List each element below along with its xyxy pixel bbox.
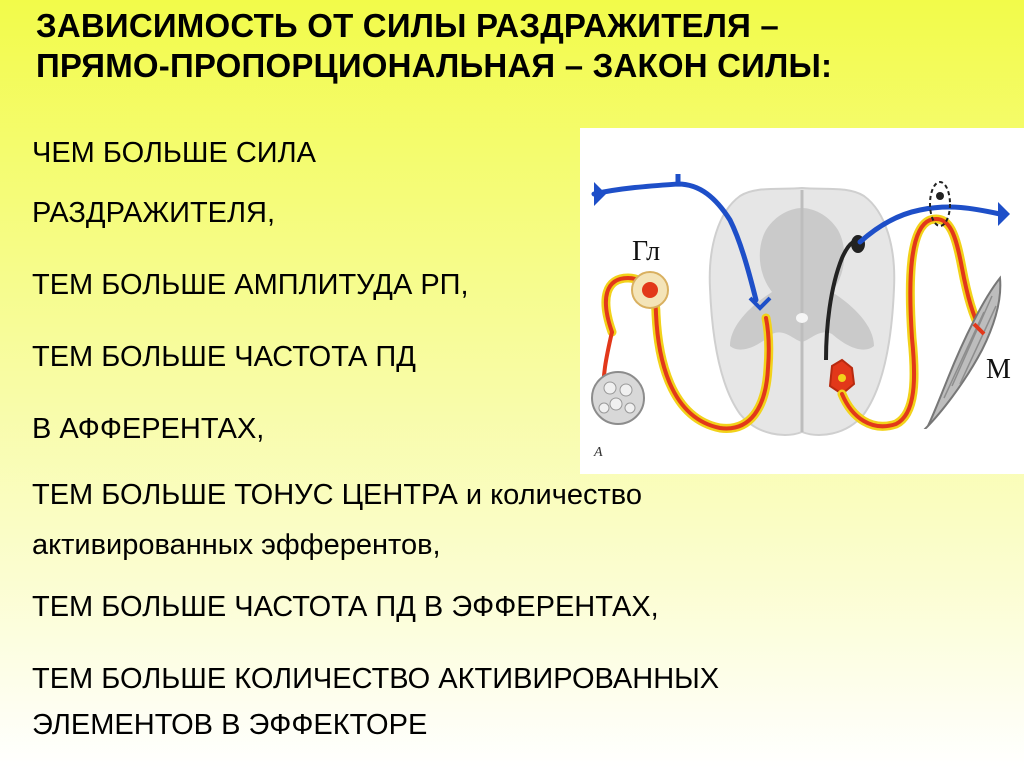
text-line: РАЗДРАЖИТЕЛЯ, (32, 197, 276, 229)
label-gl: Гл (632, 236, 661, 267)
label-m: М (986, 354, 1011, 385)
reflex-arc-figure (580, 128, 1024, 474)
text-line: В АФФЕРЕНТАХ, (32, 413, 265, 445)
text-line: активированных эфферентов, (32, 529, 441, 561)
text-line: ТЕМ БОЛЬШЕ ЧАСТОТА ПД (32, 341, 416, 373)
text-line: ТЕМ БОЛЬШЕ ЧАСТОТА ПД В ЭФФЕРЕНТАХ, (32, 591, 659, 623)
label-a: А (594, 445, 603, 460)
receptor (592, 372, 644, 424)
slide-title-line-1: ЗАВИСИМОСТЬ ОТ СИЛЫ РАЗДРАЖИТЕЛЯ – (36, 7, 779, 44)
slide-title-line-2: ПРЯМО-ПРОПОРЦИОНАЛЬНАЯ – ЗАКОН СИЛЫ: (36, 47, 833, 84)
text-line: ТЕМ БОЛЬШЕ ТОНУС ЦЕНТРА и количество (32, 479, 642, 511)
text-line: ТЕМ БОЛЬШЕ АМПЛИТУДА РП, (32, 269, 469, 301)
slide-title (36, 6, 1016, 86)
reflex-arc-diagram (580, 128, 1024, 474)
spinal-cord (710, 188, 895, 435)
muscle (926, 278, 1000, 428)
text-line: ЧЕМ БОЛЬШЕ СИЛА (32, 137, 317, 169)
text-line: ТЕМ БОЛЬШЕ КОЛИЧЕСТВО АКТИВИРОВАННЫХ (32, 663, 720, 695)
text-line: ЭЛЕМЕНТОВ В ЭФФЕКТОРЕ (32, 709, 428, 741)
